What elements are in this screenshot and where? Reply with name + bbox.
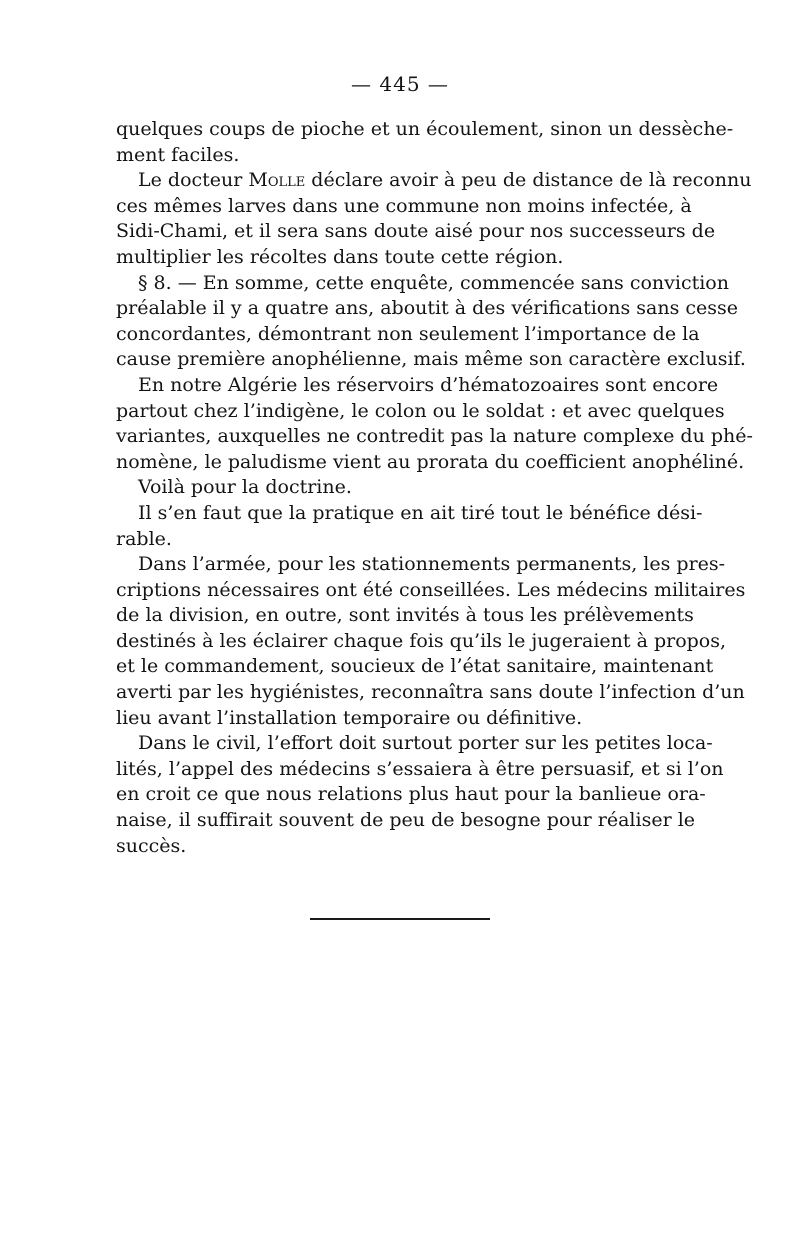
text-line: nomène, le paludisme vient au prorata du coefficient anophéliné.	[116, 450, 745, 473]
text-line: lieu avant l’installation temporaire ou définitive.	[116, 706, 583, 729]
text-line: Il s’en faut que la pratique en ait tiré tout le bénéfice dési-	[138, 501, 703, 524]
text-line: cause première anophélienne, mais même son caractère exclusif.	[116, 348, 746, 371]
text-segment: déclare avoir à peu de distance de là reconnu	[305, 169, 752, 192]
text-line: destinés à les éclairer chaque fois qu’ils le jugeraient à propos,	[116, 629, 727, 652]
text-line: § 8. — En somme, cette enquête, commencée sans conviction	[138, 271, 729, 294]
text-line: préalable il y a quatre ans, aboutit à des vérifications sans cesse	[116, 297, 739, 320]
text-line: ment faciles.	[116, 143, 240, 166]
text-line: partout chez l’indigène, le colon ou le soldat : et avec quelques	[116, 399, 725, 422]
text-line: rable.	[116, 527, 172, 550]
text-line: en croit ce que nous relations plus haut pour la banlieue ora-	[116, 783, 706, 806]
text-line: criptions nécessaires ont été conseillées. Les médecins militaires	[116, 578, 746, 601]
body-text	[116, 117, 753, 859]
text-line	[116, 168, 752, 194]
page-number: — 445 —	[351, 72, 449, 96]
text-line: lités, l’appel des médecins s’essaiera à être persuasif, et si l’on	[116, 757, 724, 780]
text-line: averti par les hygiénistes, reconnaîtra sans doute l’infection d’un	[116, 681, 745, 704]
text-line: multiplier les récoltes dans toute cette région.	[116, 245, 564, 268]
text-line: concordantes, démontrant non seulement l’importance de la	[116, 322, 700, 345]
text-line: de la division, en outre, sont invités à tous les prélèvements	[116, 604, 694, 627]
text-line: Dans le civil, l’effort doit surtout porter sur les petites loca-	[138, 732, 713, 755]
end-rule	[310, 918, 490, 920]
text-line: et le commandement, soucieux de l’état sanitaire, maintenant	[116, 655, 714, 678]
text-line: En notre Algérie les réservoirs d’hématozoaires sont encore	[138, 373, 719, 396]
text-line: succès.	[116, 834, 187, 857]
text-line: ces mêmes larves dans une commune non moins infectée, à	[116, 194, 692, 217]
text-line: Sidi-Chami, et il sera sans doute aisé pour nos successeurs de	[116, 220, 716, 243]
text-line: Voilà pour la doctrine.	[138, 476, 352, 499]
author-name: Molle	[248, 169, 306, 192]
text-line: quelques coups de pioche et un écoulement, sinon un dessèche-	[116, 118, 734, 140]
text-line: naise, il suffirait souvent de peu de besogne pour réaliser le	[116, 809, 696, 832]
text-segment: Le docteur	[138, 169, 249, 192]
text-line: Dans l’armée, pour les stationnements permanents, les pres-	[138, 553, 726, 576]
text-line: variantes, auxquelles ne contredit pas la nature complexe du phé-	[116, 425, 753, 448]
